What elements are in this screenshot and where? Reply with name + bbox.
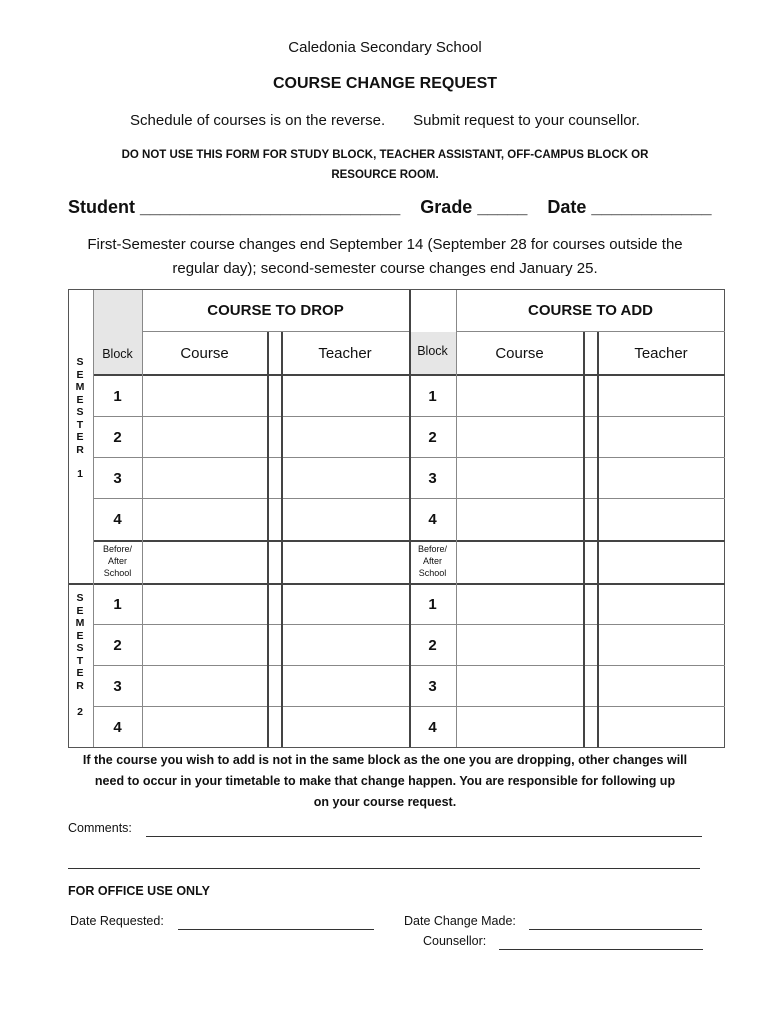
add-s1-block-4: 4	[428, 511, 437, 528]
add-course-label: Course	[495, 345, 544, 362]
date-change-made-label: Date Change Made:	[404, 914, 516, 928]
responsibility-line-3: on your course request.	[313, 795, 457, 809]
warning-line-2: RESOURCE ROOM.	[331, 169, 439, 181]
usage-warning	[95, 145, 675, 185]
responsibility-line-2: need to occur in your timetable to make that change happen. You are responsible for following up	[94, 774, 676, 788]
date-requested-field[interactable]	[178, 929, 374, 930]
grade-field[interactable]: Grade _____	[420, 197, 528, 217]
responsibility-line-1: If the course you wish to add is not in the same block as the one you are dropping, other changes will	[82, 753, 688, 767]
notice-line-1: First-Semester course changes end September 14 (September 28 for courses outside the	[87, 236, 683, 253]
comments-label: Comments:	[68, 821, 132, 835]
office-use-heading: FOR OFFICE USE ONLY	[68, 884, 210, 898]
drop-s1-block-3: 3	[113, 470, 122, 487]
drop-s2-block-1: 1	[113, 596, 122, 613]
drop-s1-block-2: 2	[113, 429, 122, 446]
notice-line-2: regular day); second-semester course changes end January 25.	[172, 260, 598, 277]
drop-s2-block-2: 2	[113, 637, 122, 654]
form-title: COURSE CHANGE REQUEST	[272, 75, 498, 92]
add-before-after-school: Before/ After School	[417, 544, 448, 578]
date-change-made-field[interactable]	[529, 929, 702, 930]
comments-field-line-1[interactable]	[146, 836, 702, 837]
date-requested-label: Date Requested:	[70, 914, 164, 928]
add-s1-block-1: 1	[428, 388, 437, 405]
responsibility-note	[60, 750, 710, 813]
warning-line-1: DO NOT USE THIS FORM FOR STUDY BLOCK, TEACHER ASSISTANT, OFF-CAMPUS BLOCK OR	[121, 149, 649, 161]
drop-teacher-label: Teacher	[318, 345, 372, 362]
add-s1-block-3: 3	[428, 470, 437, 487]
date-field[interactable]: Date ____________	[547, 197, 712, 217]
drop-s2-block-3: 3	[113, 678, 122, 695]
course-to-add-header: COURSE TO ADD	[527, 302, 653, 319]
course-change-table	[68, 289, 725, 748]
drop-s1-block-1: 1	[113, 388, 122, 405]
counsellor-label: Counsellor:	[423, 934, 487, 948]
semester-1-label: S E M E S T E R 1	[75, 356, 85, 480]
add-s1-block-2: 2	[428, 429, 437, 446]
add-s2-block-3: 3	[428, 678, 437, 695]
submit-note: Submit request to your counsellor.	[413, 112, 640, 129]
add-teacher-label: Teacher	[634, 345, 688, 362]
student-info-line	[68, 197, 712, 218]
deadline-notice	[60, 233, 710, 281]
drop-s2-block-4: 4	[113, 719, 122, 736]
drop-s1-block-4: 4	[113, 511, 122, 528]
drop-block-label: Block	[102, 347, 133, 361]
add-block-label: Block	[417, 344, 448, 358]
add-s2-block-4: 4	[428, 719, 437, 736]
drop-before-after-school: Before/ After School	[102, 544, 133, 578]
instructions-line	[0, 112, 770, 129]
drop-course-label: Course	[180, 345, 229, 362]
block-header-shade-drop	[93, 290, 142, 374]
student-field[interactable]: Student __________________________	[68, 197, 401, 217]
counsellor-field[interactable]	[499, 949, 703, 950]
school-name: Caledonia Secondary School	[288, 39, 482, 56]
add-s2-block-1: 1	[428, 596, 437, 613]
comments-field-line-2[interactable]	[68, 868, 700, 869]
course-to-drop-header: COURSE TO DROP	[207, 302, 344, 319]
semester-2-label: S E M E S T E R 2	[75, 592, 85, 718]
add-s2-block-2: 2	[428, 637, 437, 654]
schedule-note: Schedule of courses is on the reverse.	[130, 112, 386, 129]
